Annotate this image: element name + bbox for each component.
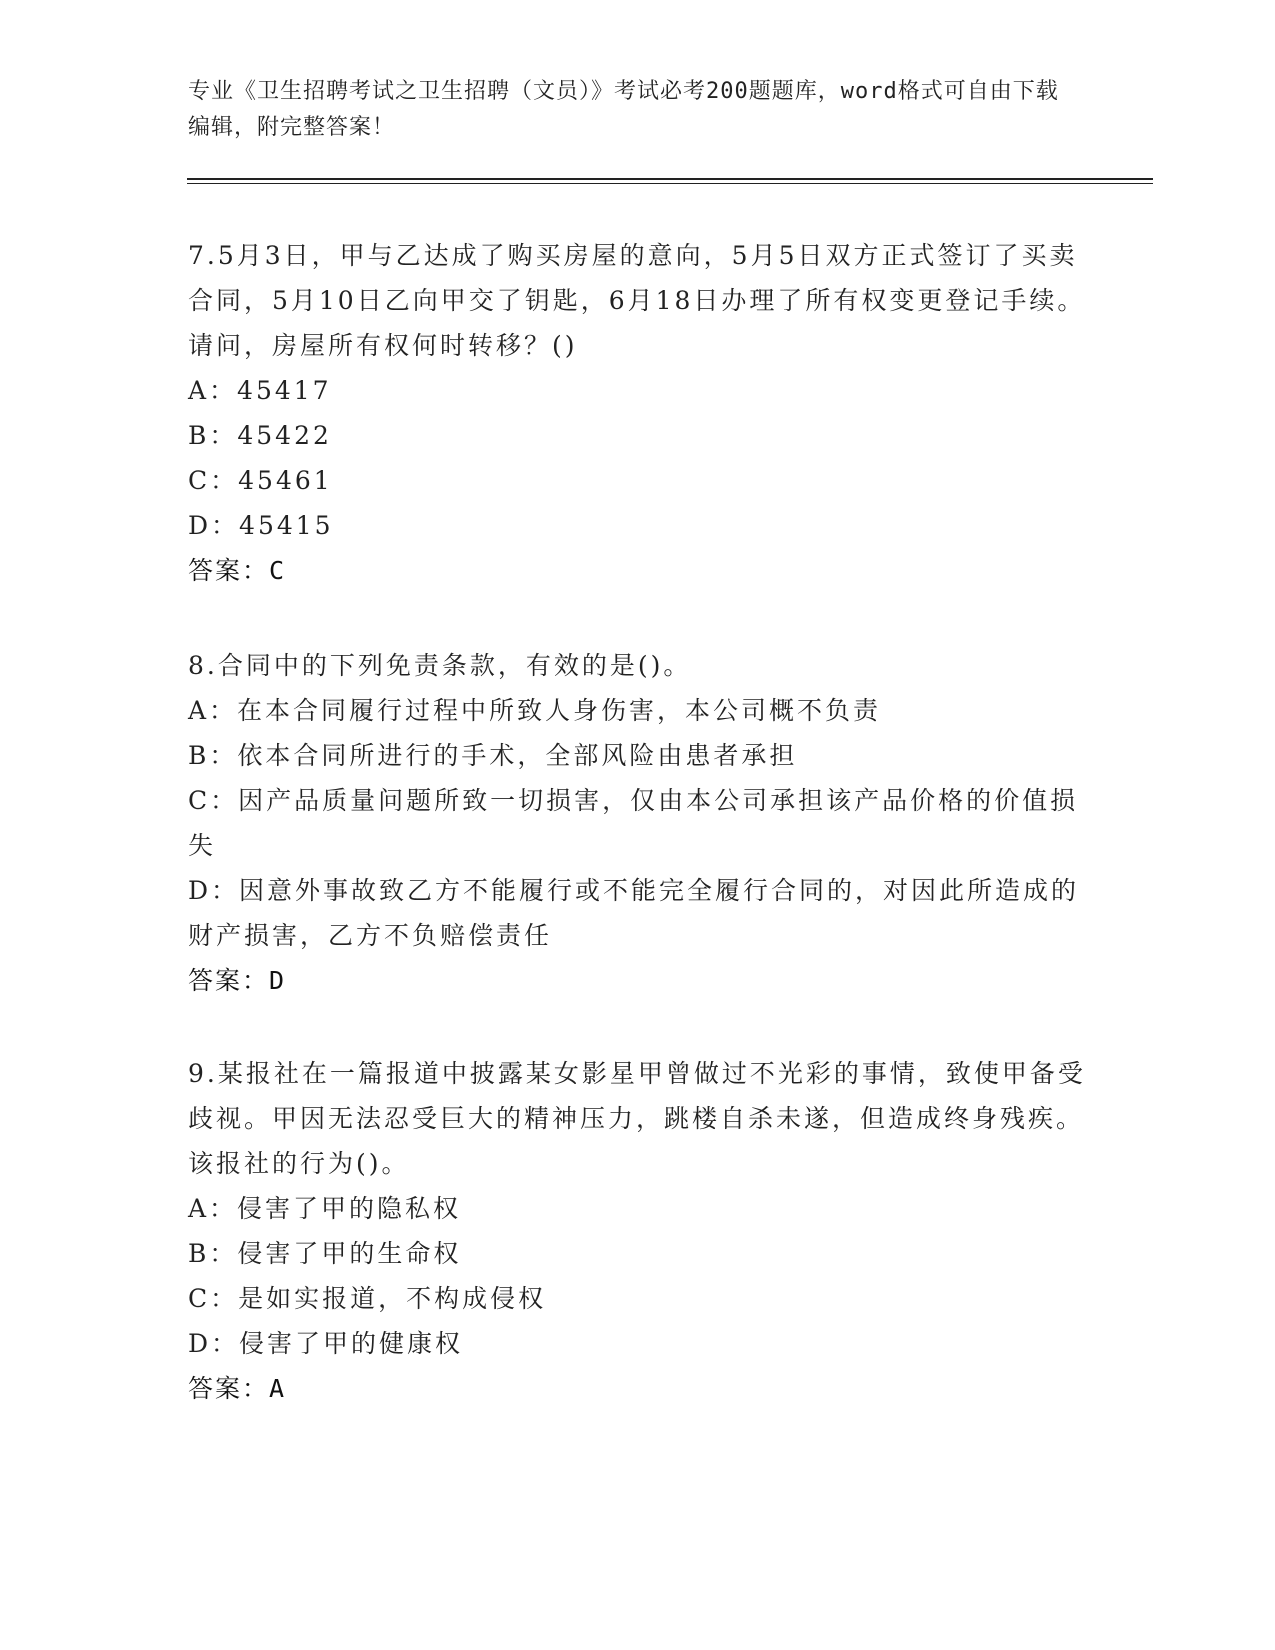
option-c: C：因产品质量问题所致一切损害，仅由本公司承担该产品价格的价值损失 (188, 786, 1079, 860)
answer-value: D (269, 966, 286, 995)
option-d: D：侵害了甲的健康权 (188, 1329, 464, 1358)
header-rule-thick (187, 178, 1153, 180)
answer-line (188, 1366, 1088, 1411)
header-rule-thin (187, 183, 1153, 184)
option-d: D：45415 (188, 511, 334, 540)
option-b: B：45422 (188, 421, 332, 450)
option-c: C：是如实报道，不构成侵权 (188, 1284, 547, 1313)
answer-value: C (269, 556, 286, 585)
question-9 (188, 1051, 1088, 1411)
option-a: A：在本合同履行过程中所致人身伤害，本公司概不负责 (188, 696, 882, 725)
answer-label: 答案： (188, 966, 270, 995)
question-8 (188, 643, 1088, 1003)
option-d: D：因意外事故致乙方不能履行或不能完全履行合同的，对因此所造成的财产损害，乙方不负赔偿责任 (188, 876, 1080, 950)
question-stem: 9.某报社在一篇报道中披露某女影星甲曾做过不光彩的事情，致使甲备受歧视。甲因无法忍受巨大的精神压力，跳楼自杀未遂，但造成终身残疾。该报社的行为()。 (188, 1059, 1086, 1178)
option-b: B：依本合同所进行的手术，全部风险由患者承担 (188, 741, 798, 770)
question-stem: 8.合同中的下列免责条款，有效的是()。 (188, 651, 692, 680)
option-a: A：45417 (188, 376, 332, 405)
answer-label: 答案： (188, 1374, 270, 1403)
option-b: B：侵害了甲的生命权 (188, 1239, 462, 1268)
question-stem: 7.5月3日，甲与乙达成了购买房屋的意向，5月5日双方正式签订了买卖合同，5月10日乙向甲交了钥匙，6月18日办理了所有权变更登记手续。请问，房屋所有权何时转移？() (188, 241, 1086, 360)
document-header: 专业《卫生招聘考试之卫生招聘（文员）》考试必考200题题库，word格式可自由下载编辑，附完整答案！ (188, 79, 1059, 140)
answer-line (188, 958, 1088, 1003)
option-c: C：45461 (188, 466, 333, 495)
answer-label: 答案： (188, 556, 270, 585)
answer-line (188, 548, 1088, 593)
option-a: A：侵害了甲的隐私权 (188, 1194, 462, 1223)
question-7 (188, 233, 1088, 593)
answer-value: A (269, 1374, 286, 1403)
